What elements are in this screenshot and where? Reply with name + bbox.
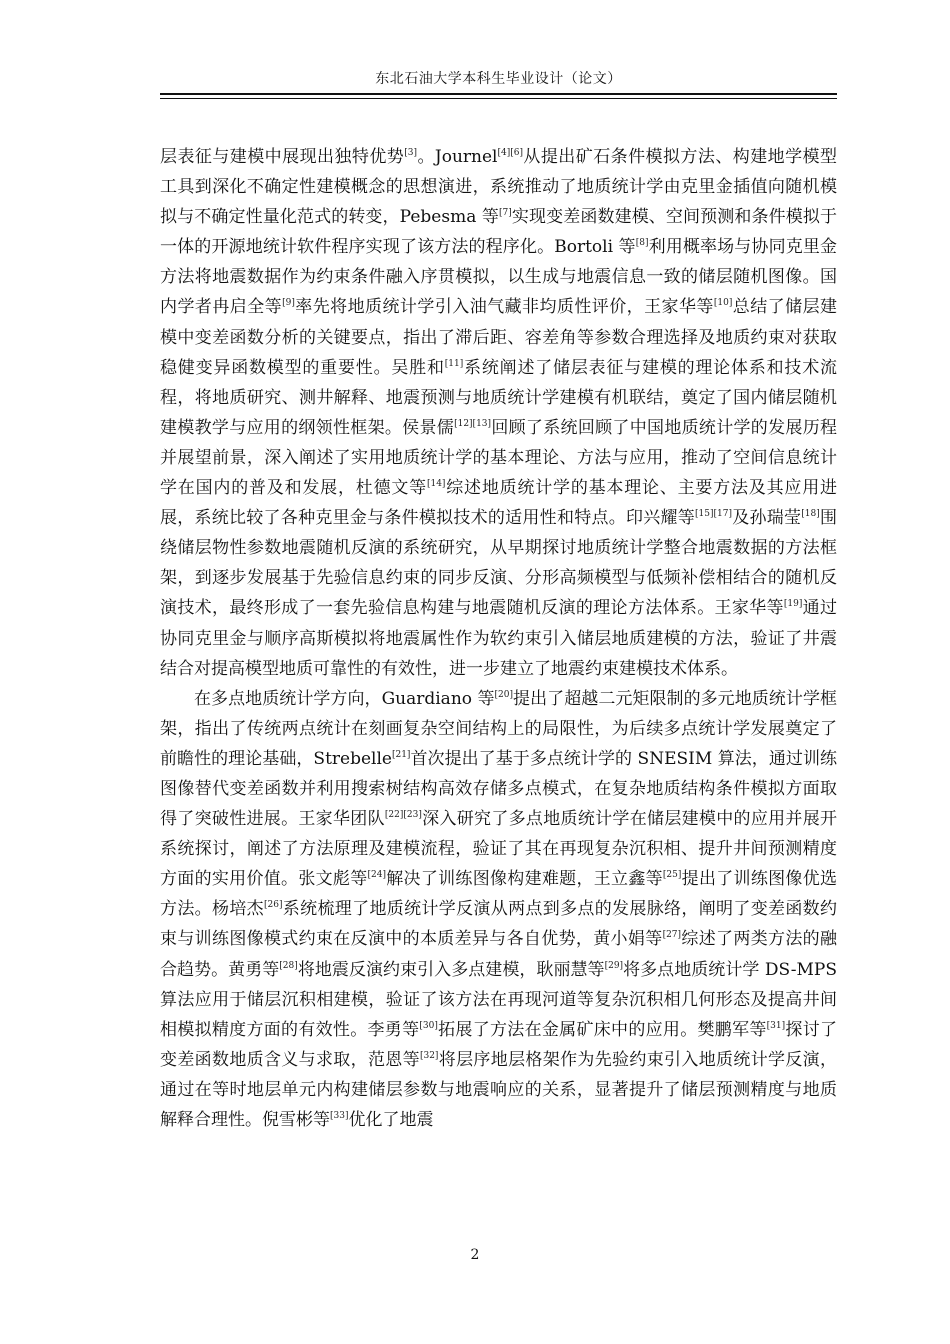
text-run: 将多点地质统计学 DS-MPS 算法应用于储层沉积相建模，验证了该方法在再现河道等复杂沉积相几何形态及提高井间相模拟精度方面的有效性。李勇等 <box>160 959 838 1040</box>
text-run: 综述了两类方法的融合趋势。黄勇等 <box>160 929 838 980</box>
citation-ref: [20] <box>494 689 513 700</box>
body-text <box>160 142 837 1135</box>
citation-ref: [11] <box>444 358 464 369</box>
citation-ref: [8] <box>635 238 649 249</box>
text-run: 探讨了变差函数地质含义与求取，范恩等 <box>160 1019 838 1070</box>
citation-ref: [15][17] <box>695 509 732 520</box>
citation-ref: [28] <box>279 960 298 971</box>
paragraph <box>160 684 837 1135</box>
text-run: 率先将地质统计学引入油气藏非均质性评价，王家华等 <box>294 297 714 318</box>
text-run: 将地震反演约束引入多点建模，耿丽慧等 <box>297 959 605 980</box>
citation-ref: [18] <box>801 509 820 520</box>
running-header: 东北石油大学本科生毕业设计（论文） <box>375 71 622 87</box>
citation-ref: [31] <box>766 1020 786 1031</box>
citation-ref: [33] <box>330 1111 349 1121</box>
citation-ref: [25] <box>662 870 682 881</box>
text-run: 拓展了方法在金属矿床中的应用。樊鹏军等 <box>437 1019 767 1040</box>
text-run: 利用概率场与协同克里金方法将地震数据作为约束条件融入序贯模拟，以生成与地震信息一致的储层随机图像。国内学者冉启全等 <box>160 237 837 318</box>
text-run: 层表征与建模中展现出独特优势 <box>160 147 405 167</box>
citation-ref: [30] <box>419 1020 438 1031</box>
citation-ref: [32] <box>419 1050 439 1061</box>
text-run: 总结了储层建模中变差函数分析的关键要点，指出了滞后距、容差角等参数合理选择及地质约束对获取稳健变异函数模型的重要性。吴胜和 <box>160 297 838 378</box>
citation-ref: [14] <box>426 479 446 490</box>
citation-ref: [22][23] <box>384 810 422 821</box>
citation-ref: [12][13] <box>454 418 492 429</box>
text-run: 系统梳理了地质统计学反演从两点到多点的发展脉络，阐明了变差函数约束与训练图像模式约束在反演中的本质差异与各自优势，黄小娟等 <box>160 899 838 950</box>
text-run: 系统阐述了储层表征与建模的理论体系和技术流程，将地质研究、测井解释、地震预测与地质统计学建模有机联结，奠定了国内储层随机建模教学与应用的纲领性框架。侯景儒 <box>160 357 838 438</box>
text-run: 优化了地震 <box>348 1110 434 1130</box>
page-number: 2 <box>470 1247 480 1263</box>
text-run: 实现变差函数建模、空间预测和条件模拟于一体的开源地统计软件程序实现了该方法的程序化。Bortoli 等 <box>160 207 838 258</box>
citation-ref: [19] <box>783 599 803 610</box>
citation-ref: [21] <box>391 749 411 760</box>
citation-ref: [24] <box>367 870 386 881</box>
citation-ref: [10] <box>713 298 733 309</box>
citation-ref: [3] <box>404 148 417 158</box>
text-run: 将层序地层格架作为先验约束引入地质统计学反演，通过在等时地层单元内构建储层参数与地震响应的关系，显著提升了储层预测精度与地质解释合理性。倪雪彬等 <box>160 1049 838 1130</box>
header-rule-thin <box>160 98 837 99</box>
citation-ref: [4][6] <box>497 148 523 158</box>
text-run: 首次提出了基于多点统计学的 SNESIM 算法，通过训练图像替代变差函数并利用搜索树结构高效存储多点模式，在复杂地质结构条件模拟方面取得了突破性进展。王家华团队 <box>160 748 837 830</box>
citation-ref: [29] <box>604 960 624 971</box>
text-run: 深入研究了多点地质统计学在储层建模中的应用并展开系统探讨，阐述了方法原理及建模流程，验证了其在再现复杂沉积相、提升井间预测精度方面的实用价值。张文彪等 <box>160 809 838 890</box>
text-run: 及孙瑞莹 <box>731 508 802 529</box>
text-run: 解决了训练图像构建难题，王立鑫等 <box>385 869 663 890</box>
text-run: 围绕储层物性参数地震随机反演的系统研究，从早期探讨地质统计学整合地震数据的方法框架，到逐步发展基于先验信息约束的同步反演、分形高频模型与低频补偿相结合的随机反演技术，最终形成了一套先验信息构建与地震随机反演的理论方法体系。王家华等 <box>160 508 838 619</box>
text-run: 从提出矿石条件模拟方法、构建地学模型工具到深化不确定性建模概念的思想演进，系统推动了地质统计学由克里金插值向随机模拟与不确定性量化范式的转变，Pebesma 等 <box>160 147 838 228</box>
citation-ref: [7] <box>498 208 512 219</box>
citation-ref: [9] <box>282 298 295 309</box>
citation-ref: [27] <box>662 930 682 941</box>
text-run: 提出了训练图像优选方法。杨培杰 <box>160 869 838 920</box>
header-rule-thick <box>160 93 837 95</box>
text-run: 综述地质统计学的基本理论、主要方法及其应用进展，系统比较了各种克里金与条件模拟技术的适用性和特点。印兴耀等 <box>160 478 838 529</box>
text-run: 回顾了系统回顾了中国地质统计学的发展历程并展望前景，深入阐述了实用地质统计学的基本理论、方法与应用，推动了空间信息统计学在国内的普及和发展，杜德文等 <box>160 417 838 499</box>
text-run: 。Journel <box>417 147 498 167</box>
citation-ref: [26] <box>263 900 283 911</box>
text-run: 在多点地质统计学方向，Guardiano 等 <box>194 688 495 709</box>
paragraph <box>160 142 837 684</box>
text-run: 提出了超越二元矩限制的多元地质统计学框架，指出了传统两点统计在刻画复杂空间结构上的局限性，为后续多点统计学发展奠定了前瞻性的理论基础，Strebelle <box>160 688 837 769</box>
text-run: 通过协同克里金与顺序高斯模拟将地震属性作为软约束引入储层地质建模的方法，验证了井震结合对提高模型地质可靠性的有效性，进一步建立了地震约束建模技术体系。 <box>160 598 838 679</box>
